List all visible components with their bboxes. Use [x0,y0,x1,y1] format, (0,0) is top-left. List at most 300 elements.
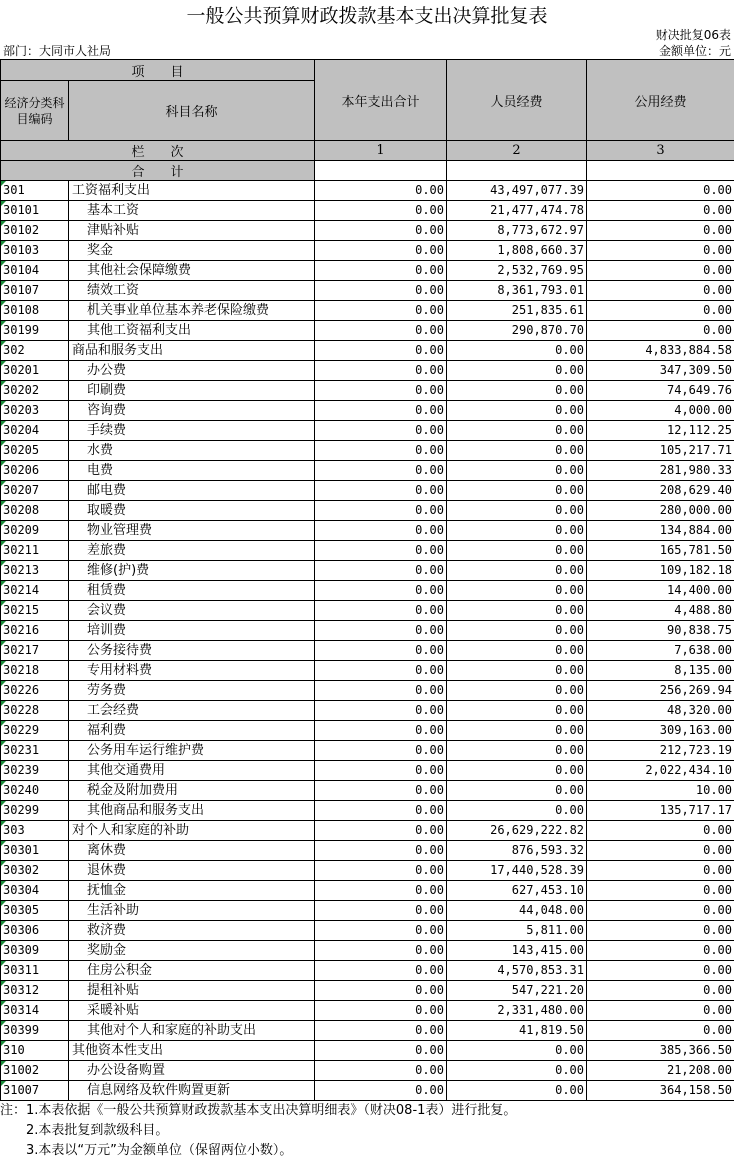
department-label: 部门：大同市人社局 [3,44,112,58]
row-name: 对个人和家庭的补助 [69,821,315,841]
table-row [1,761,734,781]
row-public: 0.00 [587,301,734,321]
row-public: 90,838.75 [587,621,734,641]
row-name: 电费 [69,461,315,481]
table-row [1,461,734,481]
row-code: 30213 [1,561,69,581]
row-name: 印刷费 [69,381,315,401]
row-code: 301 [1,181,69,201]
row-total: 0.00 [315,701,447,721]
row-public: 165,781.50 [587,541,734,561]
row-total: 0.00 [315,461,447,481]
total-cell [587,161,734,181]
row-code: 30201 [1,361,69,381]
row-name: 办公费 [69,361,315,381]
row-total: 0.00 [315,341,447,361]
row-name: 手续费 [69,421,315,441]
row-total: 0.00 [315,1061,447,1081]
row-name: 水费 [69,441,315,461]
row-code: 30309 [1,941,69,961]
table-row [1,381,734,401]
row-public: 0.00 [587,901,734,921]
row-public: 0.00 [587,861,734,881]
row-public: 212,723.19 [587,741,734,761]
row-total: 0.00 [315,221,447,241]
expenditure-table [0,59,734,1101]
row-name: 税金及附加费用 [69,781,315,801]
row-code: 30206 [1,461,69,481]
lane-label: 栏 次 [1,141,315,161]
row-public: 281,980.33 [587,461,734,481]
row-personnel: 21,477,474.78 [447,201,587,221]
row-public: 10.00 [587,781,734,801]
lane-1: 1 [315,141,447,161]
row-code: 303 [1,821,69,841]
row-personnel: 0.00 [447,381,587,401]
header-total: 本年支出合计 [315,60,447,141]
row-public: 0.00 [587,201,734,221]
row-code: 30205 [1,441,69,461]
table-row [1,1001,734,1021]
row-public: 0.00 [587,221,734,241]
table-row [1,961,734,981]
row-total: 0.00 [315,381,447,401]
table-row [1,641,734,661]
row-public: 8,135.00 [587,661,734,681]
row-personnel: 8,361,793.01 [447,281,587,301]
table-row [1,881,734,901]
row-name: 其他工资福利支出 [69,321,315,341]
row-code: 30199 [1,321,69,341]
row-total: 0.00 [315,661,447,681]
row-total: 0.00 [315,881,447,901]
row-code: 30240 [1,781,69,801]
table-row [1,681,734,701]
table-row [1,1041,734,1061]
row-public: 364,158.50 [587,1081,734,1101]
row-total: 0.00 [315,721,447,741]
table-row [1,901,734,921]
row-name: 邮电费 [69,481,315,501]
row-total: 0.00 [315,561,447,581]
row-personnel: 0.00 [447,541,587,561]
row-personnel: 0.00 [447,501,587,521]
table-row [1,361,734,381]
row-code: 30214 [1,581,69,601]
lane-2: 2 [447,141,587,161]
row-total: 0.00 [315,621,447,641]
row-personnel: 26,629,222.82 [447,821,587,841]
table-row [1,841,734,861]
row-code: 30102 [1,221,69,241]
note-3: 3.本表以“万元”为金额单位（保留两位小数）。 [0,1143,293,1158]
row-personnel: 0.00 [447,721,587,741]
row-code: 30239 [1,761,69,781]
row-public: 208,629.40 [587,481,734,501]
row-public: 0.00 [587,181,734,201]
row-name: 物业管理费 [69,521,315,541]
table-row [1,1081,734,1101]
row-name: 机关事业单位基本养老保险缴费 [69,301,315,321]
table-row [1,1061,734,1081]
table-row [1,541,734,561]
row-code: 30204 [1,421,69,441]
row-code: 30216 [1,621,69,641]
row-code: 30231 [1,741,69,761]
row-personnel: 0.00 [447,701,587,721]
total-label: 合 计 [1,161,315,181]
row-code: 30306 [1,921,69,941]
row-personnel: 2,331,480.00 [447,1001,587,1021]
row-total: 0.00 [315,821,447,841]
row-name: 津贴补贴 [69,221,315,241]
row-code: 30311 [1,961,69,981]
row-code: 30211 [1,541,69,561]
table-body [1,181,734,1101]
row-public: 0.00 [587,921,734,941]
row-code: 30302 [1,861,69,881]
row-code: 30228 [1,701,69,721]
row-name: 公务用车运行维护费 [69,741,315,761]
row-personnel: 8,773,672.97 [447,221,587,241]
row-code: 30203 [1,401,69,421]
row-code: 30399 [1,1021,69,1041]
row-total: 0.00 [315,181,447,201]
row-name: 维修(护)费 [69,561,315,581]
row-total: 0.00 [315,321,447,341]
row-personnel: 876,593.32 [447,841,587,861]
row-name: 离休费 [69,841,315,861]
notes [0,1101,734,1161]
row-name: 取暖费 [69,501,315,521]
table-row [1,261,734,281]
table-row [1,241,734,261]
row-public: 14,400.00 [587,581,734,601]
table-row [1,441,734,461]
row-code: 30202 [1,381,69,401]
row-name: 其他社会保障缴费 [69,261,315,281]
row-total: 0.00 [315,261,447,281]
table-row [1,301,734,321]
row-personnel: 0.00 [447,581,587,601]
row-personnel: 251,835.61 [447,301,587,321]
row-name: 租赁费 [69,581,315,601]
row-personnel: 0.00 [447,1041,587,1061]
row-personnel: 0.00 [447,601,587,621]
row-code: 30108 [1,301,69,321]
row-personnel: 41,819.50 [447,1021,587,1041]
table-row [1,981,734,1001]
table-row [1,1021,734,1041]
table-row [1,661,734,681]
row-code: 30218 [1,661,69,681]
row-total: 0.00 [315,541,447,561]
row-name: 专用材料费 [69,661,315,681]
row-personnel: 0.00 [447,401,587,421]
row-public: 48,320.00 [587,701,734,721]
header-code: 经济分类科目编码 [1,81,69,141]
row-total: 0.00 [315,1021,447,1041]
row-code: 31002 [1,1061,69,1081]
row-public: 21,208.00 [587,1061,734,1081]
row-total: 0.00 [315,1001,447,1021]
table-row [1,321,734,341]
row-total: 0.00 [315,361,447,381]
header-public: 公用经费 [587,60,734,141]
row-code: 30314 [1,1001,69,1021]
row-code: 30104 [1,261,69,281]
row-name: 信息网络及软件购置更新 [69,1081,315,1101]
row-public: 105,217.71 [587,441,734,461]
row-code: 30299 [1,801,69,821]
row-personnel: 43,497,077.39 [447,181,587,201]
row-public: 347,309.50 [587,361,734,381]
row-total: 0.00 [315,1081,447,1101]
row-name: 退休费 [69,861,315,881]
row-total: 0.00 [315,401,447,421]
row-public: 0.00 [587,961,734,981]
row-name: 绩效工资 [69,281,315,301]
row-total: 0.00 [315,861,447,881]
row-code: 30101 [1,201,69,221]
row-code: 30107 [1,281,69,301]
row-personnel: 1,808,660.37 [447,241,587,261]
row-personnel: 0.00 [447,361,587,381]
table-row [1,501,734,521]
row-name: 救济费 [69,921,315,941]
row-personnel: 0.00 [447,461,587,481]
row-personnel: 0.00 [447,641,587,661]
table-row [1,701,734,721]
row-total: 0.00 [315,841,447,861]
row-public: 7,638.00 [587,641,734,661]
row-name: 其他商品和服务支出 [69,801,315,821]
row-total: 0.00 [315,601,447,621]
row-public: 0.00 [587,241,734,261]
row-code: 30229 [1,721,69,741]
row-personnel: 0.00 [447,781,587,801]
row-public: 0.00 [587,981,734,1001]
row-public: 0.00 [587,321,734,341]
table-row [1,821,734,841]
row-public: 309,163.00 [587,721,734,741]
row-name: 其他对个人和家庭的补助支出 [69,1021,315,1041]
row-total: 0.00 [315,281,447,301]
row-name: 办公设备购置 [69,1061,315,1081]
row-code: 30301 [1,841,69,861]
table-row [1,221,734,241]
row-personnel: 0.00 [447,521,587,541]
table-row [1,201,734,221]
row-name: 培训费 [69,621,315,641]
row-name: 抚恤金 [69,881,315,901]
table-row [1,561,734,581]
total-cell [315,161,447,181]
row-public: 12,112.25 [587,421,734,441]
header-personnel: 人员经费 [447,60,587,141]
row-name: 会议费 [69,601,315,621]
row-public: 0.00 [587,941,734,961]
row-total: 0.00 [315,301,447,321]
row-personnel: 0.00 [447,441,587,461]
row-total: 0.00 [315,1041,447,1061]
header-item: 项 目 [1,60,315,81]
row-public: 74,649.76 [587,381,734,401]
row-total: 0.00 [315,981,447,1001]
row-personnel: 0.00 [447,661,587,681]
row-public: 109,182.18 [587,561,734,581]
table-row [1,921,734,941]
row-name: 奖金 [69,241,315,261]
row-personnel: 2,532,769.95 [447,261,587,281]
row-code: 30209 [1,521,69,541]
row-public: 4,000.00 [587,401,734,421]
row-total: 0.00 [315,941,447,961]
row-name: 咨询费 [69,401,315,421]
table-row [1,861,734,881]
row-personnel: 547,221.20 [447,981,587,1001]
table-row [1,801,734,821]
unit-label: 金额单位：元 [658,44,731,58]
form-number: 财决批复06表 [655,28,731,42]
row-code: 310 [1,1041,69,1061]
note-1: 注：1.本表依据《一般公共预算财政拨款基本支出决算明细表》（财决08-1表）进行批复。 [0,1103,517,1118]
row-personnel: 5,811.00 [447,921,587,941]
row-total: 0.00 [315,201,447,221]
row-public: 4,833,884.58 [587,341,734,361]
row-name: 采暖补贴 [69,1001,315,1021]
row-name: 基本工资 [69,201,315,221]
table-row [1,581,734,601]
table-row [1,341,734,361]
row-name: 工资福利支出 [69,181,315,201]
row-total: 0.00 [315,581,447,601]
row-personnel: 0.00 [447,681,587,701]
row-personnel: 0.00 [447,761,587,781]
lane-3: 3 [587,141,734,161]
table-row [1,181,734,201]
table-row [1,721,734,741]
row-name: 生活补助 [69,901,315,921]
row-code: 30215 [1,601,69,621]
row-personnel: 0.00 [447,1081,587,1101]
row-name: 差旅费 [69,541,315,561]
row-personnel: 0.00 [447,561,587,581]
note-2: 2.本表批复到款级科目。 [0,1123,169,1138]
table-row [1,481,734,501]
row-total: 0.00 [315,641,447,661]
row-public: 280,000.00 [587,501,734,521]
row-name: 商品和服务支出 [69,341,315,361]
row-total: 0.00 [315,761,447,781]
row-public: 385,366.50 [587,1041,734,1061]
row-name: 其他资本性支出 [69,1041,315,1061]
table-row [1,521,734,541]
row-personnel: 143,415.00 [447,941,587,961]
row-public: 0.00 [587,1021,734,1041]
table-row [1,781,734,801]
row-personnel: 290,870.70 [447,321,587,341]
table-row [1,621,734,641]
row-public: 135,717.17 [587,801,734,821]
row-personnel: 0.00 [447,1061,587,1081]
row-personnel: 0.00 [447,741,587,761]
row-public: 2,022,434.10 [587,761,734,781]
row-name: 劳务费 [69,681,315,701]
row-code: 30217 [1,641,69,661]
row-total: 0.00 [315,441,447,461]
row-total: 0.00 [315,741,447,761]
row-public: 0.00 [587,881,734,901]
row-code: 30103 [1,241,69,261]
row-personnel: 0.00 [447,621,587,641]
table-row [1,421,734,441]
row-total: 0.00 [315,801,447,821]
row-name: 住房公积金 [69,961,315,981]
total-cell [447,161,587,181]
page-title: 一般公共预算财政拨款基本支出决算批复表 [186,5,548,27]
row-name: 工会经费 [69,701,315,721]
row-total: 0.00 [315,481,447,501]
row-public: 0.00 [587,261,734,281]
header-name: 科目名称 [69,81,315,141]
row-total: 0.00 [315,901,447,921]
row-public: 4,488.80 [587,601,734,621]
row-code: 30226 [1,681,69,701]
row-name: 提租补贴 [69,981,315,1001]
row-total: 0.00 [315,681,447,701]
row-code: 30312 [1,981,69,1001]
row-code: 30207 [1,481,69,501]
row-public: 0.00 [587,821,734,841]
row-total: 0.00 [315,961,447,981]
table-row [1,741,734,761]
row-public: 256,269.94 [587,681,734,701]
row-personnel: 0.00 [447,481,587,501]
row-name: 其他交通费用 [69,761,315,781]
row-name: 公务接待费 [69,641,315,661]
row-public: 0.00 [587,281,734,301]
table-row [1,941,734,961]
row-total: 0.00 [315,421,447,441]
row-total: 0.00 [315,501,447,521]
table-row [1,401,734,421]
row-public: 0.00 [587,1001,734,1021]
row-total: 0.00 [315,921,447,941]
row-code: 30305 [1,901,69,921]
row-name: 奖励金 [69,941,315,961]
row-public: 0.00 [587,841,734,861]
row-code: 30208 [1,501,69,521]
table-row [1,281,734,301]
row-name: 福利费 [69,721,315,741]
row-code: 31007 [1,1081,69,1101]
row-personnel: 4,570,853.31 [447,961,587,981]
row-personnel: 0.00 [447,341,587,361]
table-row [1,601,734,621]
row-personnel: 0.00 [447,801,587,821]
row-personnel: 0.00 [447,421,587,441]
row-code: 30304 [1,881,69,901]
row-code: 302 [1,341,69,361]
row-public: 134,884.00 [587,521,734,541]
row-total: 0.00 [315,521,447,541]
row-personnel: 17,440,528.39 [447,861,587,881]
row-total: 0.00 [315,781,447,801]
row-personnel: 627,453.10 [447,881,587,901]
row-personnel: 44,048.00 [447,901,587,921]
row-total: 0.00 [315,241,447,261]
